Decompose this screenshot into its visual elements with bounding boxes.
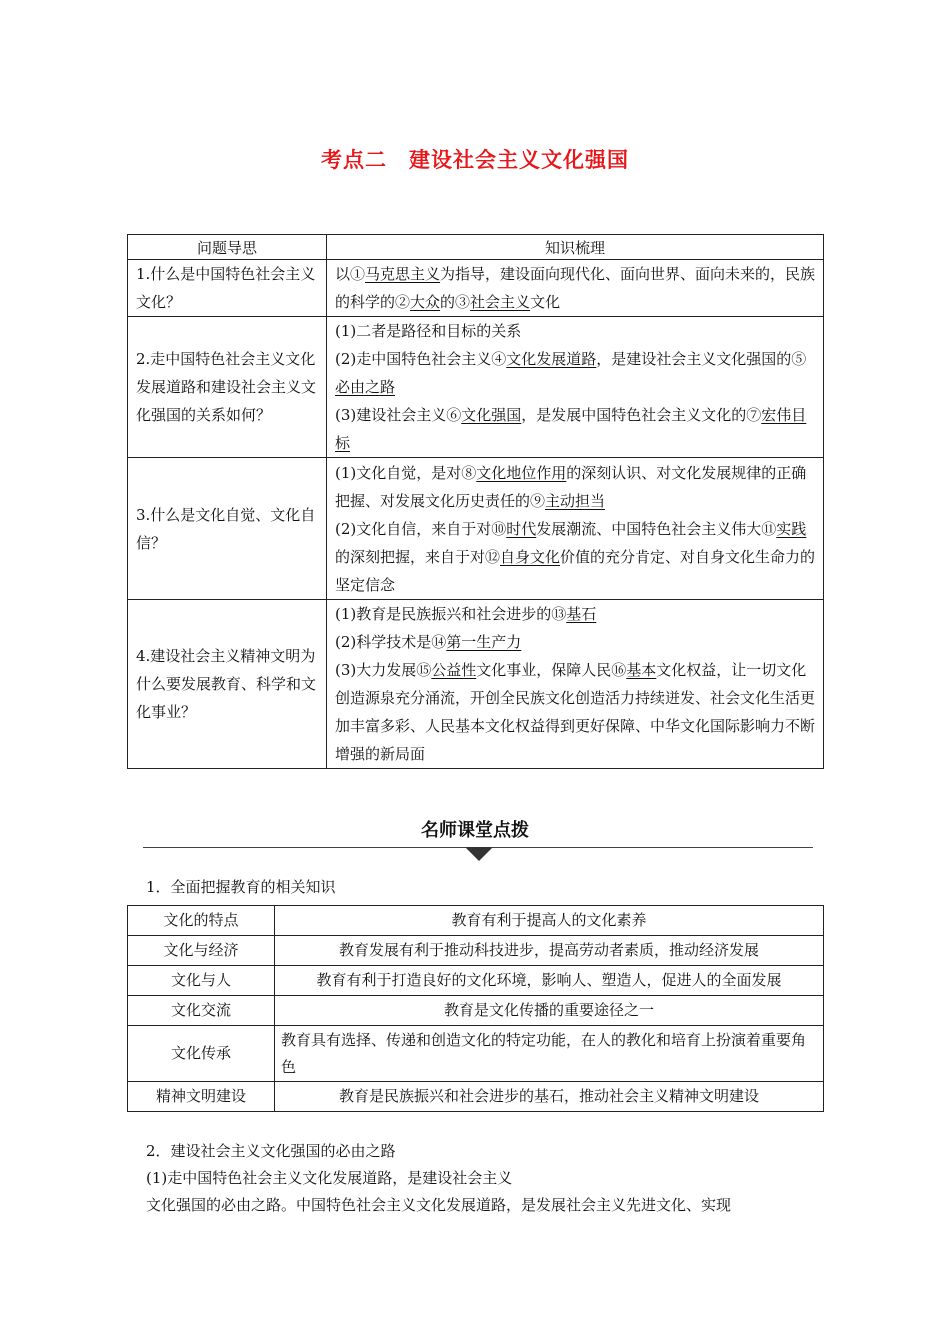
answer-text: 文化权益，让一切文化创造源泉充分涌流，开创全民族文化创造活力持续迸发、社会文化生活更加丰富多彩、人民基本文化权益得到更好保障、中华文化国际影响力不断增强的新局面 <box>335 661 816 763</box>
table-row <box>128 600 824 769</box>
answer-text: 发展潮流、中国特色社会主义伟大⑪ <box>536 519 777 538</box>
header-knowledge-summary: 知识梳理 <box>327 235 824 260</box>
point-2-line-1: (1)走中国特色社会主义文化发展道路，是建设社会主义 <box>146 1169 513 1187</box>
answer-text: 价值的充分肯定、对自身文化生命力的坚定信念 <box>335 547 816 594</box>
answer-text: ，是发展中国特色社会主义文化的⑦ <box>521 406 762 424</box>
answer-text: 以① <box>335 265 366 283</box>
aspect-cell: 文化与经济 <box>128 936 275 966</box>
answer-cell <box>327 260 824 317</box>
answer-text: 的深刻把握，来自于对⑫ <box>335 547 501 566</box>
description-cell: 教育具有选择、传递和创造文化的特定功能，在人的教化和培育上扮演着重要角色 <box>275 1026 824 1082</box>
answer-blank: 基石 <box>566 605 597 623</box>
aspect-cell: 精神文明建设 <box>128 1082 275 1112</box>
answer-blank: 第一生产力 <box>446 633 522 651</box>
answer-text: (3)建设社会主义⑥ <box>335 406 462 424</box>
answer-text: (1)二者是路径和目标的关系 <box>335 322 522 340</box>
knowledge-table-body <box>128 260 824 769</box>
answer-text: (3)大力发展⑮ <box>335 661 432 679</box>
aspect-cell: 文化与人 <box>128 966 275 996</box>
answer-blank: 社会主义 <box>470 293 531 311</box>
education-table-body <box>128 906 824 1112</box>
point-1-heading: 1．全面把握教育的相关知识 <box>146 878 336 896</box>
answer-blank: 马克思主义 <box>365 265 441 283</box>
answer-text: 为指导，建设面向现代化、面向世界、面向未来的，民族的科学的② <box>335 265 816 311</box>
answer-text: (2)文化自信，来自于对⑩ <box>335 519 507 538</box>
answer-text: 文化事业，保障人民⑯ <box>476 661 627 679</box>
table-row <box>128 966 824 996</box>
question-cell: 1.什么是中国特色社会主义文化？ <box>128 260 327 317</box>
answer-text: (2)科学技术是⑭ <box>335 633 447 651</box>
table-row <box>128 1082 824 1112</box>
aspect-cell: 文化交流 <box>128 996 275 1026</box>
knowledge-table <box>127 234 824 769</box>
table-row <box>128 1026 824 1082</box>
answer-text: 的深刻认识、对文化发展规律的正确把握、对发展文化历史责任的⑨ <box>335 463 807 510</box>
education-table <box>127 905 824 1112</box>
answer-paragraph <box>335 656 817 768</box>
answer-blank: 基本 <box>626 661 657 679</box>
answer-text: (1)教育是民族振兴和社会进步的⑬ <box>335 605 567 623</box>
answer-blank: 主动担当 <box>545 491 606 510</box>
answer-cell <box>327 458 824 600</box>
table-row <box>128 906 824 936</box>
answer-paragraph <box>335 628 817 656</box>
answer-paragraph <box>335 459 817 515</box>
answer-blank: 文化地位作用 <box>476 463 567 482</box>
point-2-heading: 2．建设社会主义文化强国的必由之路 <box>146 1142 396 1160</box>
description-cell: 教育是文化传播的重要途径之一 <box>275 996 824 1026</box>
answer-paragraph <box>335 515 817 599</box>
answer-paragraph <box>335 317 817 345</box>
answer-cell <box>327 317 824 458</box>
triangle-down-icon <box>465 847 493 861</box>
answer-paragraph <box>335 401 817 457</box>
point-2-line-2: 文化强国的必由之路。中国特色社会主义文化发展道路，是发展社会主义先进文化、实现 <box>146 1196 732 1214</box>
table-row <box>128 996 824 1026</box>
answer-blank: 文化发展道路 <box>506 350 597 368</box>
description-cell: 教育是民族振兴和社会进步的基石，推动社会主义精神文明建设 <box>275 1082 824 1112</box>
table-row <box>128 260 824 317</box>
answer-cell <box>327 600 824 769</box>
answer-blank: 自身文化 <box>500 547 561 566</box>
answer-paragraph <box>335 260 817 316</box>
answer-blank: 必由之路 <box>335 378 396 396</box>
answer-text: 文化 <box>530 293 561 311</box>
answer-blank: 宏伟目标 <box>335 406 807 452</box>
table-row <box>128 936 824 966</box>
question-cell: 2.走中国特色社会主义文化发展道路和建设社会主义文化强国的关系如何？ <box>128 317 327 458</box>
question-cell: 4.建设社会主义精神文明为什么要发展教育、科学和文化事业？ <box>128 600 327 769</box>
question-cell: 3.什么是文化自觉、文化自信？ <box>128 458 327 600</box>
answer-text: ，是建设社会主义文化强国的⑤ <box>596 350 807 368</box>
answer-text: 的③ <box>440 293 471 311</box>
answer-paragraph <box>335 345 817 401</box>
answer-text: (1)文化自觉，是对⑧ <box>335 463 477 482</box>
aspect-cell: 文化传承 <box>128 1026 275 1082</box>
section-heading: 名师课堂点拨 <box>421 820 529 841</box>
answer-blank: 大众 <box>410 293 441 311</box>
answer-blank: 公益性 <box>431 661 477 679</box>
aspect-cell: 文化的特点 <box>128 906 275 936</box>
description-cell: 教育有利于打造良好的文化环境，影响人、塑造人，促进人的全面发展 <box>275 966 824 996</box>
answer-blank: 实践 <box>776 519 807 538</box>
header-question-guide: 问题导思 <box>128 235 327 260</box>
table-header-row <box>128 235 824 260</box>
table-row <box>128 317 824 458</box>
answer-blank: 文化强国 <box>461 406 522 424</box>
answer-text: (2)走中国特色社会主义④ <box>335 350 507 368</box>
answer-blank: 时代 <box>506 519 537 538</box>
description-cell: 教育有利于提高人的文化素养 <box>275 906 824 936</box>
page-title: 考点二 建设社会主义文化强国 <box>321 148 629 172</box>
description-cell: 教育发展有利于推动科技进步，提高劳动者素质，推动经济发展 <box>275 936 824 966</box>
table-row <box>128 458 824 600</box>
answer-paragraph <box>335 600 817 628</box>
